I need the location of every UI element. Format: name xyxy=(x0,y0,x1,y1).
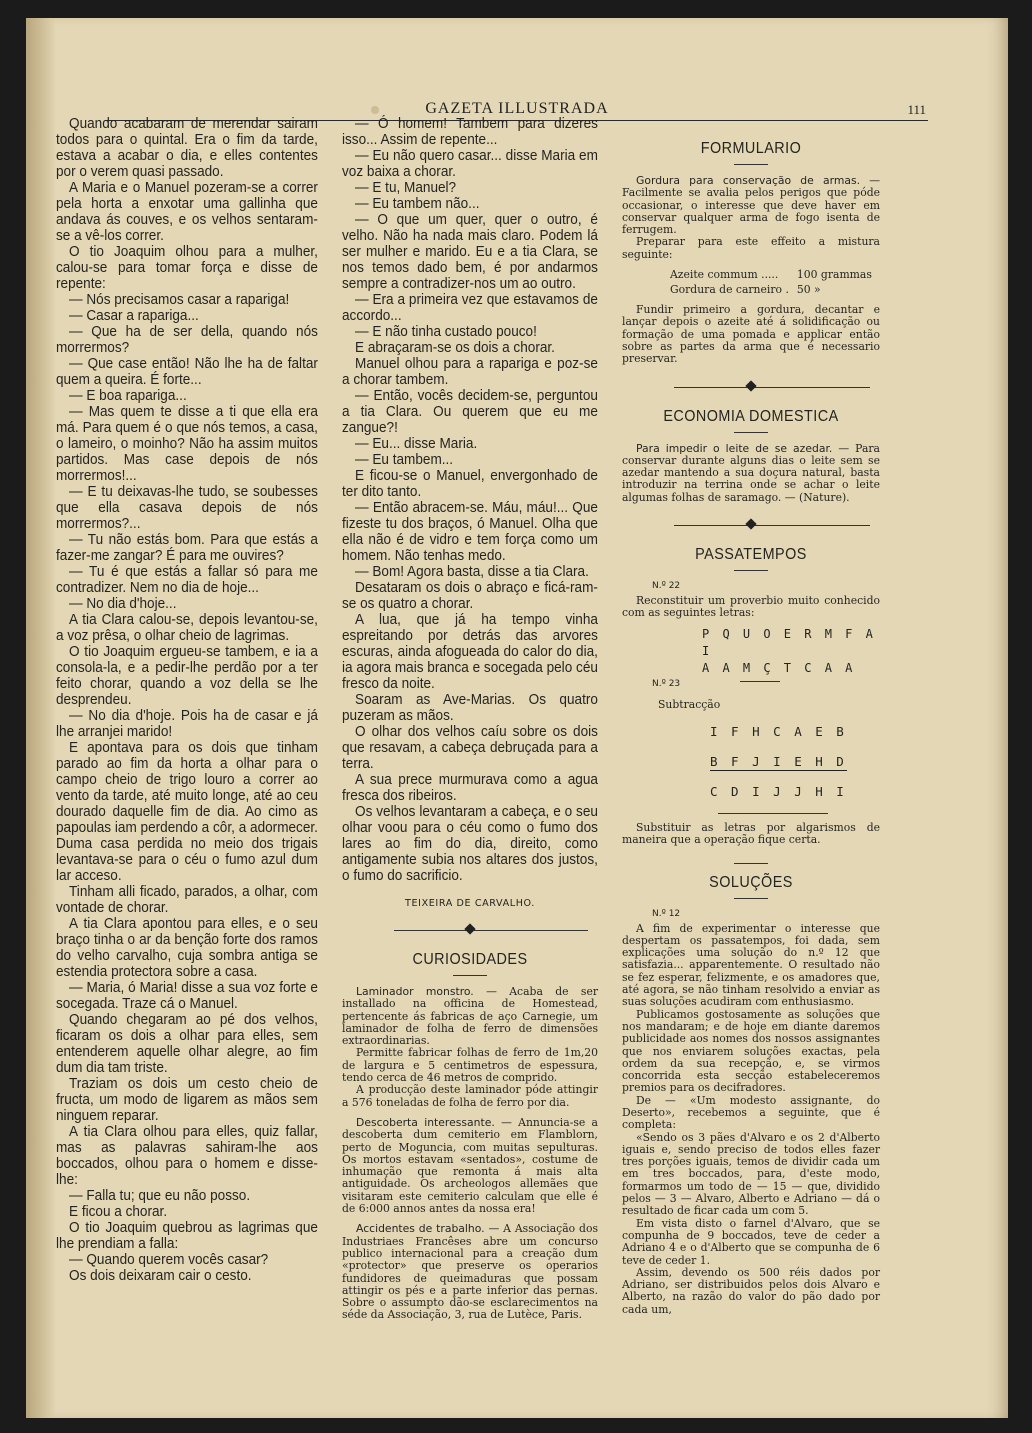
recipe-row xyxy=(670,284,878,297)
paragraph: — Então abracem-se. Máu, máu!... Que fizeste tu dos braços, ó Manuel. Olha que ella não é de vidro e tem força como um homem. Não tenhas medo. xyxy=(342,500,598,564)
economia-lead: Para impedir o leite de se azedar. xyxy=(636,441,833,455)
puzzle-22-line2: A A M Ç T C A A xyxy=(702,660,856,675)
solucoes-body xyxy=(622,923,880,1317)
paragraph: O tio Joaquim ergueu-se tambem, e ia a consola-la, e a pedir-lhe perdão por a ter feito chorar, quando a voz della se lhe desprendeu. xyxy=(56,644,318,708)
section-divider xyxy=(342,923,598,937)
title-rule xyxy=(453,975,487,976)
section-rule xyxy=(734,863,768,864)
paragraph: A tia Clara apontou para elles, e o seu braço tinha o ar da benção forte dos ramos do velho carvalho, cuja sombra antiga se estendia protectora sobre a casa. xyxy=(56,916,318,980)
paragraph: — Que case então! Não lhe ha de faltar quem a queira. É forte... xyxy=(56,356,318,388)
paragraph: E abraçaram-se os dois a chorar. xyxy=(355,340,555,356)
title-rule xyxy=(734,898,768,899)
page-number: 111 xyxy=(907,102,926,117)
title-rule xyxy=(734,164,768,165)
diamond-ornament-icon xyxy=(464,923,475,934)
puzzle-23-text: Substituir as letras por algarismos de maneira que a operação fique certa. xyxy=(622,820,880,847)
curiosidade-item xyxy=(342,986,598,1047)
paragraph: Quando chegaram ao pé dos velhos, ficaram os dois a olhar para elles, sem entenderem aquelle olhar alegre, ao fim dum dia tam triste. xyxy=(56,1012,318,1076)
solution-number: N.º 12 xyxy=(652,908,681,919)
puzzle-rule xyxy=(740,681,780,682)
item-text: — A Associação dos Industriaes Francêses abre um concurso publico internacional para a creação dum «protector» que preserve os operarios fundidores de queimaduras que possam attingir os pés e a parte inferior das pernas. Sobre o assumpto dão-se esclarecimentos na séde da Associação, 3, rua de Lutèce, Paris. xyxy=(342,1222,599,1322)
recipe-item: Azeite commum ..... xyxy=(670,268,779,282)
paragraph: «Sendo os 3 pães d'Alvaro e os 2 d'Alberto iguais e, sendo preciso de todos elles fazer tres porções iguais, temos de dividir cada um em tres boccados, para, d'este modo, formarmos um todo de — 15 — que, dividido pelos — 3 — Alvaro, Alberto e Adriano — dá o resultado de ficar cada um com 5. xyxy=(622,1130,880,1218)
paragraph: — Então, vocês decidem-se, perguntou a tia Clara. Ou querem que eu me zangue?! xyxy=(342,388,598,436)
paragraph: — E tu, Manuel? xyxy=(355,180,457,196)
paragraph: — Mas quem te disse a ti que ella era má. Para quem é o que nós temos, a casa, o lameiro, o moinho? Não ha assim muitos partidos. Mas case depois de nós morrermos!... xyxy=(56,404,318,484)
paragraph: E ficou a chorar. xyxy=(69,1204,168,1220)
diamond-ornament-icon xyxy=(745,380,756,391)
paragraph: Assim, devendo os 500 réis dados por Adriano, ser distribuidos pelos dois Alvaro e Alberto, na razão do valor do pão dado por cada um, xyxy=(622,1265,880,1316)
paragraph: — Eu tambem não... xyxy=(355,196,480,212)
formulario-text xyxy=(622,175,880,236)
paragraph: O tio Joaquim quebrou as lagrimas que lhe prendiam a falla: xyxy=(56,1220,318,1252)
formulario-intro: Preparar para este effeito a mistura seguinte: xyxy=(622,235,880,261)
economia-body: — Para conservar durante alguns dias o leite sem se azedar mantendo a sua doçura natural, basta introduzir na terrina onde se achar o leite algumas folhas de saramago. — (Nature). xyxy=(622,441,880,504)
curiosidades-title: CURIOSIDADES xyxy=(412,951,528,968)
puzzle-23-line1: I F H C A E B xyxy=(710,724,847,740)
paragraph: A sua prece murmurava como a agua fresca dos ribeiros. xyxy=(342,772,598,804)
paragraph: A lua, que já ha tempo vinha espreitando por detrás das arvores escuras, ainda afogueada do calor do dia, ia agora mais branca e socegada pelo céu fresco da noite. xyxy=(342,612,598,692)
diamond-ornament-icon xyxy=(745,518,756,529)
paragraph: — Era a primeira vez que estavamos de accordo... xyxy=(342,292,598,324)
economia-title: ECONOMIA DOMESTICA xyxy=(663,407,839,425)
curiosidade-item xyxy=(342,1117,598,1215)
paragraph: — Eu não quero casar... disse Maria em voz baixa a chorar. xyxy=(342,148,598,180)
formulario-after: Fundir primeiro a gordura, decantar e lançar depois o azeite até á solidificação ou formação de uma pomada e applicar então sobre as partes da arma que é necessario preservar. xyxy=(622,303,880,366)
paragraph: — E tu deixavas-lhe tudo, se soubesses que ella casava depois de nós morrermos?... xyxy=(56,484,318,532)
item-lead: Accidentes de trabalho. xyxy=(356,1222,485,1236)
paragraph: — E não tinha custado pouco! xyxy=(355,324,537,340)
paragraph: A fim de experimentar o interesse que despertam os passatempos, foi dada, sem explicações uma solução do n.º 12 que satisfazia... apparentemente. O resultado não se fez esperar, felizmente, e os amadores que, até agora, se não tinham resolvido a enviar as suas soluções acudiram com enthusiasmo. xyxy=(622,921,880,1009)
curiosidades-body xyxy=(342,986,598,1322)
paragraph: Desataram os dois o abraço e ficá-ram-se os quatro a chorar. xyxy=(342,580,598,612)
section-divider xyxy=(622,518,880,532)
curiosidade-item xyxy=(342,1084,598,1109)
author-signature: TEIXEIRA DE CARVALHO. xyxy=(405,898,535,909)
puzzle-number: N.º 22 xyxy=(652,581,681,592)
title-rule xyxy=(734,570,768,571)
publication-title: GAZETA ILLUSTRADA xyxy=(425,100,609,117)
curiosidade-item xyxy=(342,1223,598,1321)
recipe-table xyxy=(668,267,880,298)
paragraph: — Quando querem vocês casar? xyxy=(69,1252,269,1268)
paragraph: — O que um quer, quer o outro, é velho. Não ha nada mais claro. Podem lá ser mulher e marido. Eu e a tia Clara, se nos temos dado bem, é por andarmos sempre a contradizer-nos um ao outro. xyxy=(342,212,598,292)
item-text: — Acaba de ser installado na officina de Homestead, pertencente ás fabricas de aço Carnegie, um laminador de folha de ferro de dimensões extraordinarias. xyxy=(342,985,598,1048)
story-column-2 xyxy=(342,116,598,1322)
paragraph: — Falla tu; que eu não posso. xyxy=(69,1188,251,1204)
paragraph: — Maria, ó Maria! disse a sua voz forte e socegada. Traze cá o Manuel. xyxy=(56,980,318,1012)
paragraph: O olhar dos velhos caíu sobre os dois que resavam, a cabeça debruçada para a terra. xyxy=(342,724,598,772)
puzzle-23-subtitle: Subtracção xyxy=(658,697,721,711)
result-rule xyxy=(718,813,828,814)
puzzle-22-text: Reconstituir um proverbio muito conhecido com as seguintes letras: xyxy=(622,594,880,620)
paragraph: Publicamos gostosamente as soluções que nos mandaram; e de hoje em diante daremos publicidade aos nomes dos nossos assignantes que nos enviarem soluções exactas, pela ordem da sua recepção, e, se virmos concorrida esta secção estabeleceremos premios para os decifradores. xyxy=(622,1007,880,1095)
paragraph: Manuel olhou para a rapariga e poz-se a chorar tambem. xyxy=(342,356,598,388)
title-rule xyxy=(734,432,768,433)
item-text: A producção deste laminador póde attingir a 576 toneladas de folha de ferro por dia. xyxy=(342,1083,598,1109)
paragraph: — Tu é que estás a fallar só para me contradizer. Nem no dia de hoje... xyxy=(56,564,318,596)
paragraph: A tia Clara olhou para elles, quiz fallar, mas as palavras sahiram-lhe aos boccados, olhou para o homem e disse-lhe: xyxy=(56,1124,318,1188)
story-continuation xyxy=(342,116,598,884)
passatempos-title: PASSATEMPOS xyxy=(695,546,807,564)
paragraph: A tia Clara calou-se, depois levantou-se, a voz prêsa, o olhar cheio de lagrimas. xyxy=(56,612,318,644)
paragraph: Os dois deixaram cair o cesto. xyxy=(69,1268,252,1284)
paragraph: Os velhos levantaram a cabeça, e o seu olhar voou para o céu como o fumo dos lares ao fim do dia, direito, como antigamente subia nos altares dos justos, o fumo do sacrificio. xyxy=(342,804,598,884)
solucoes-title: SOLUÇÕES xyxy=(709,873,793,891)
paragraph: — Bom! Agora basta, disse a tia Clara. xyxy=(355,564,589,580)
recipe-item: Gordura de carneiro . xyxy=(670,282,789,296)
item-lead: Descoberta interessante. xyxy=(356,1115,495,1129)
paragraph: — Tu não estás bom. Para que estás a fazer-me zangar? É para me ouvires? xyxy=(56,532,318,564)
item-lead: Laminador monstro. xyxy=(356,985,474,998)
paragraph: Tinham alli ficado, parados, a olhar, com vontade de chorar. xyxy=(56,884,318,916)
section-divider xyxy=(622,380,880,394)
item-text: — Annuncia-se a descoberta dum cemiterio em Flamblorn, perto de Moguncia, com muitas sepulturas. Os mortos estavam «sentados», costume de inhumação que remonta á mais alta antiguidade. Os archeologos allemães que visitaram este cemiterio calculam que elle é de 6:000 annos antes da nossa era! xyxy=(342,1115,598,1216)
paragraph: E apontava para os dois que tinham parado ao fim da horta a olhar para o campo cheio de trigo louro a correr ao vento da tarde, até muito longe, até ao ceu dourado daquelle fim de dia. Ao cimo as papoulas iam perdendo a côr, a adormecer. Duma casa perdida no meio dos trigais levantava-se para o céu o fumo azul dum lar acceso. xyxy=(56,740,318,884)
paragraph: E ficou-se o Manuel, envergonhado de ter dito tanto. xyxy=(342,468,598,500)
paragraph: Soaram as Ave-Marias. Os quatro puzeram as mãos. xyxy=(342,692,598,724)
puzzle-number: N.º 23 xyxy=(652,678,681,689)
paragraph: De — «Um modesto assignante, do Deserto», recebemos a seguinte, que é completa: xyxy=(622,1093,880,1132)
paragraph: — Eu tambem... xyxy=(355,452,454,468)
paragraph: — Que ha de ser della, quando nós morrermos? xyxy=(56,324,318,356)
recipe-qty: 100 grammas xyxy=(796,268,872,282)
puzzle-23-header xyxy=(622,677,880,693)
paragraph: Traziam os dois um cesto cheio de fructa, um modo de ligarem as mãos sem ninguem reparar. xyxy=(56,1076,318,1124)
paragraph: A Maria e o Manuel pozeram-se a correr pela horta a enxotar uma gallinha que andava ás couves, e os velhos sentaram-se a vê-los correr. xyxy=(56,180,318,244)
formulario-title: FORMULARIO xyxy=(700,140,802,157)
paragraph: Em vista disto o farnel d'Alvaro, que se compunha de 9 boccados, teve de ceder a Adriano 4 e o d'Alberto que se compunha de 6 teve de ceder 1. xyxy=(622,1216,880,1267)
paragraph: O tio Joaquim olhou para a mulher, calou-se para tomar força e disse de repente: xyxy=(56,244,318,292)
paragraph: — No dia d'hoje. Pois ha de casar e já lhe arranjei marido! xyxy=(56,708,318,740)
paragraph: — Casar a rapariga... xyxy=(69,308,199,324)
sidebar-column xyxy=(622,116,880,1316)
recipe-row xyxy=(670,269,878,282)
page-edge xyxy=(26,18,56,1418)
item-text: Permitte fabricar folhas de ferro de 1m,20 de largura e 5 centimetros de espessura, tendo cerca de 46 metros de comprido. xyxy=(342,1046,598,1085)
paragraph: — Nós precisamos casar a rapariga! xyxy=(69,292,290,308)
paragraph: — Eu... disse Maria. xyxy=(355,436,478,452)
story-column-1 xyxy=(56,116,318,1284)
puzzle-22-line1: P Q U O E R M F A I xyxy=(702,626,876,658)
paragraph: — E boa rapariga... xyxy=(69,388,187,404)
paragraph: — No dia d'hoje... xyxy=(69,596,177,612)
recipe-qty: 50 » xyxy=(796,282,821,296)
formulario-lead: Gordura para conservação de armas. xyxy=(636,174,861,187)
economia-text xyxy=(622,443,880,504)
formulario-body: — Facilmente se avalia pelos perigos que póde occasionar, o interesse que deve haver em conservar qualquer arma de fogo isenta de ferrugem. xyxy=(622,174,880,237)
puzzle-23-line2: B F J I E H D xyxy=(710,753,847,769)
paragraph: Quando acabaram de merendar sairam todos para o quintal. Era o fim da tarde, estava a acabar o dia, e elles contentes por o verem quasi passado. xyxy=(56,116,318,180)
paragraph: — Ó homem! Tambem para dizeres isso... Assim de repente... xyxy=(342,116,598,148)
puzzle-23-line3: C D I J J H I xyxy=(710,784,847,800)
curiosidade-item xyxy=(342,1047,598,1084)
